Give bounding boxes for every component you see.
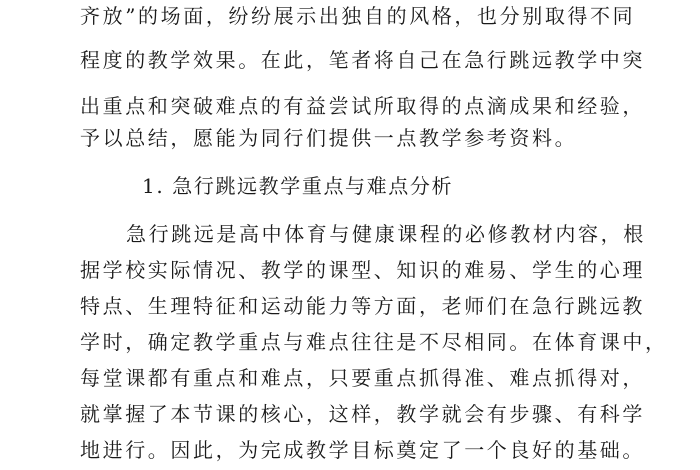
intro-line-4: 予以总结，愿能为同行们提供一点教学参考资料。 [80, 126, 578, 150]
body-line-3: 特点、生理特征和运动能力等方面，老师们在急行跳远教 [80, 294, 645, 318]
intro-line-1: 齐放”的场面，纷纷展示出独自的风格，也分别取得不同 [80, 4, 636, 28]
section-heading: 1. 急行跳远教学重点与难点分析 [142, 174, 454, 198]
body-line-1: 急行跳远是高中体育与健康课程的必修教材内容，根 [126, 222, 646, 246]
body-line-4: 学时，确定教学重点与难点往往是不尽相同。在体育课中， [80, 330, 668, 354]
body-line-2: 据学校实际情况、教学的课型、知识的难易、学生的心理 [80, 258, 645, 282]
body-line-7: 地进行。因此，为完成教学目标奠定了一个良好的基础。 [80, 438, 645, 462]
body-line-5: 每堂课都有重点和难点，只要重点抓得准、难点抓得对， [80, 366, 645, 390]
body-line-6: 就掌握了本节课的核心，这样，教学就会有步骤、有科学 [80, 402, 645, 426]
intro-line-3: 出重点和突破难点的有益尝试所取得的点滴成果和经验， [80, 94, 645, 118]
intro-line-2: 程度的教学效果。在此，笔者将自己在急行跳远教学中突 [80, 48, 645, 72]
